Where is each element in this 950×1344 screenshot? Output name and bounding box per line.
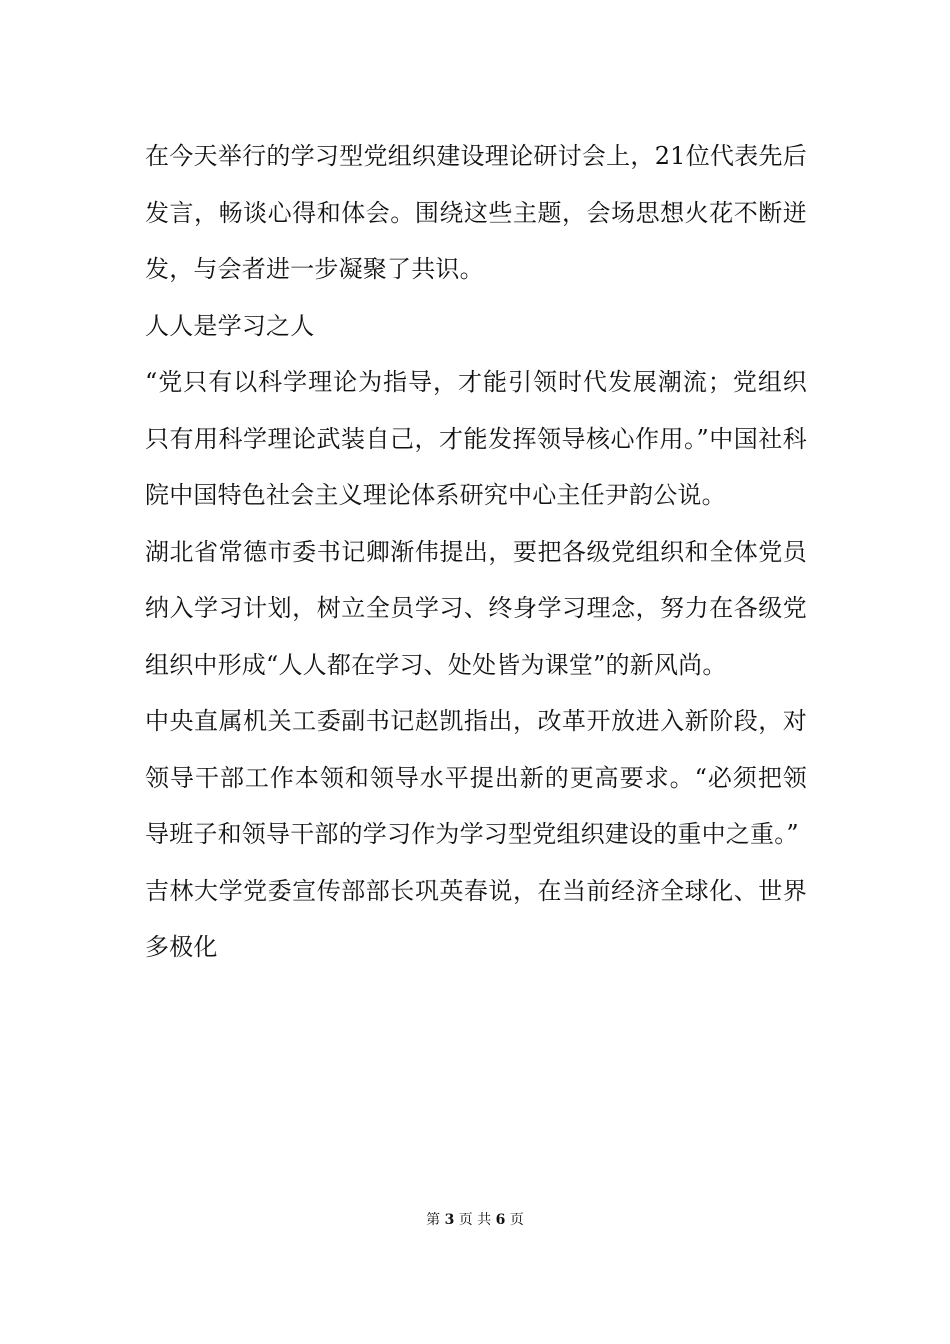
total-page-count: 6 [495, 1212, 506, 1228]
paragraph-5: 吉林大学党委宣传部部长巩英春说，在当前经济全球化、世界多极化 [145, 876, 807, 961]
paragraph-4: 中央直属机关工委副书记赵凯指出，改革开放进入新阶段，对领导干部工作本领和领导水平提出新的更高要求。“必须把领导班子和领导干部的学习作为学习型党组织建设的重中之重。” [145, 707, 807, 848]
current-page-number: 3 [444, 1212, 455, 1228]
section-heading: 人人是学习之人 [145, 311, 315, 340]
paragraph-1: 在今天举行的学习型党组织建设理论研讨会上，21位代表先后发言，畅谈心得和体会。围绕这些主题，会场思想火花不断迸发，与会者进一步凝聚了共识。 [145, 142, 807, 283]
page-footer [0, 1209, 950, 1229]
document-body [145, 128, 807, 976]
footer-prefix: 第 [426, 1212, 441, 1228]
footer-middle: 页 共 [458, 1212, 492, 1228]
paragraph-2: “党只有以科学理论为指导，才能引领时代发展潮流；党组织只有用科学理论武装自己，才能发挥领导核心作用。”中国社科院中国特色社会主义理论体系研究中心主任尹韵公说。 [145, 368, 807, 509]
paragraph-3: 湖北省常德市委书记卿渐伟提出，要把各级党组织和全体党员纳入学习计划，树立全员学习、终身学习理念，努力在各级党组织中形成“人人都在学习、处处皆为课堂”的新风尚。 [145, 537, 807, 679]
footer-suffix: 页 [509, 1212, 524, 1228]
